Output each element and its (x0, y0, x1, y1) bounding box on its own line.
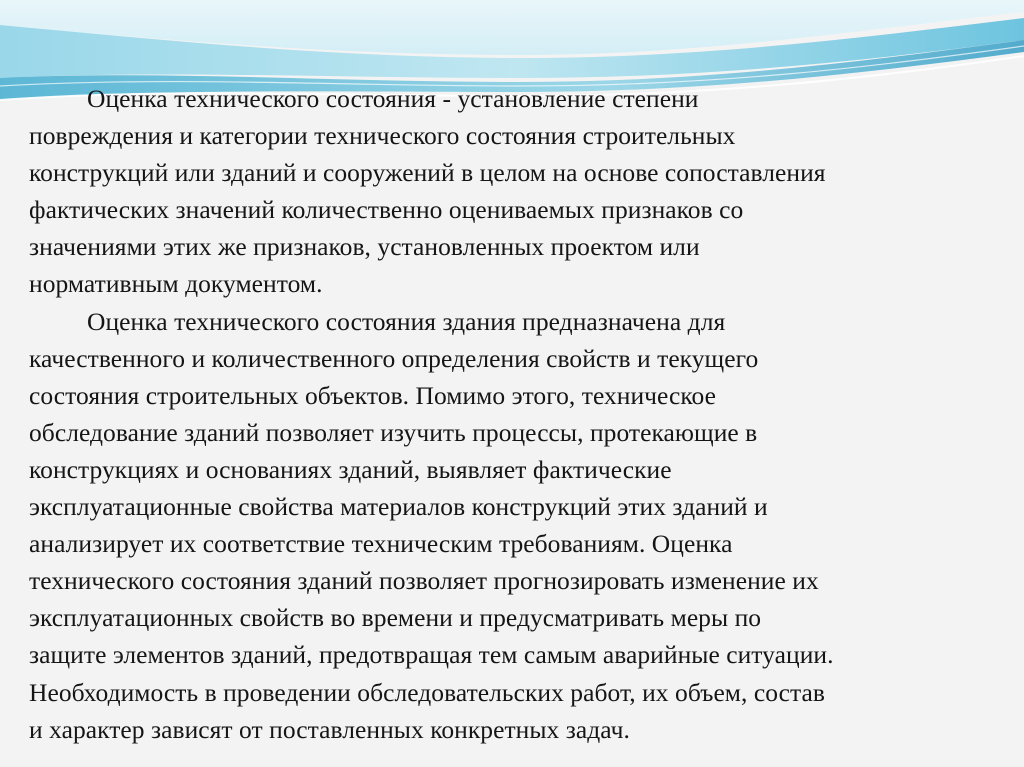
text-line: качественного и количественного определения свойств и текущего (29, 343, 759, 373)
paragraph-definition (29, 80, 1014, 303)
text-line: нормативным документом. (29, 269, 323, 299)
text-line: анализирует их соответствие техническим требованиям. Оценка (29, 529, 733, 559)
text-line: защите элементов зданий, предотвращая тем самым аварийные ситуации. (29, 640, 834, 670)
text-line: фактических значений количественно оцениваемых признаков со (29, 195, 744, 225)
text-line: обследование зданий позволяет изучить процессы, протекающие в (29, 417, 758, 447)
paragraph-purpose (29, 303, 1014, 748)
text-line: эксплуатационных свойств во времени и предусматривать меры по (29, 603, 762, 633)
text-line: состояния строительных объектов. Помимо этого, техническое (29, 380, 717, 410)
text-line: эксплуатационные свойства материалов конструкций этих зданий и (29, 492, 768, 522)
text-line: значениями этих же признаков, установленных проектом или (29, 232, 700, 262)
text-line: Оценка технического состояния - установление степени (87, 84, 699, 113)
slide-body-text (29, 80, 1014, 748)
text-line: конструкциях и основаниях зданий, выявляет фактические (29, 454, 672, 484)
text-line: технического состояния зданий позволяет прогнозировать изменение их (29, 566, 819, 596)
text-line: повреждения и категории технического состояния строительных (29, 121, 736, 151)
text-line: Оценка технического состояния здания предназначена для (87, 306, 726, 336)
text-line: Необходимость в проведении обследовательских работ, их объем, состав (29, 677, 825, 707)
text-line: и характер зависят от поставленных конкретных задач. (29, 714, 630, 744)
text-line: конструкций или зданий и сооружений в целом на основе сопоставления (29, 158, 826, 188)
